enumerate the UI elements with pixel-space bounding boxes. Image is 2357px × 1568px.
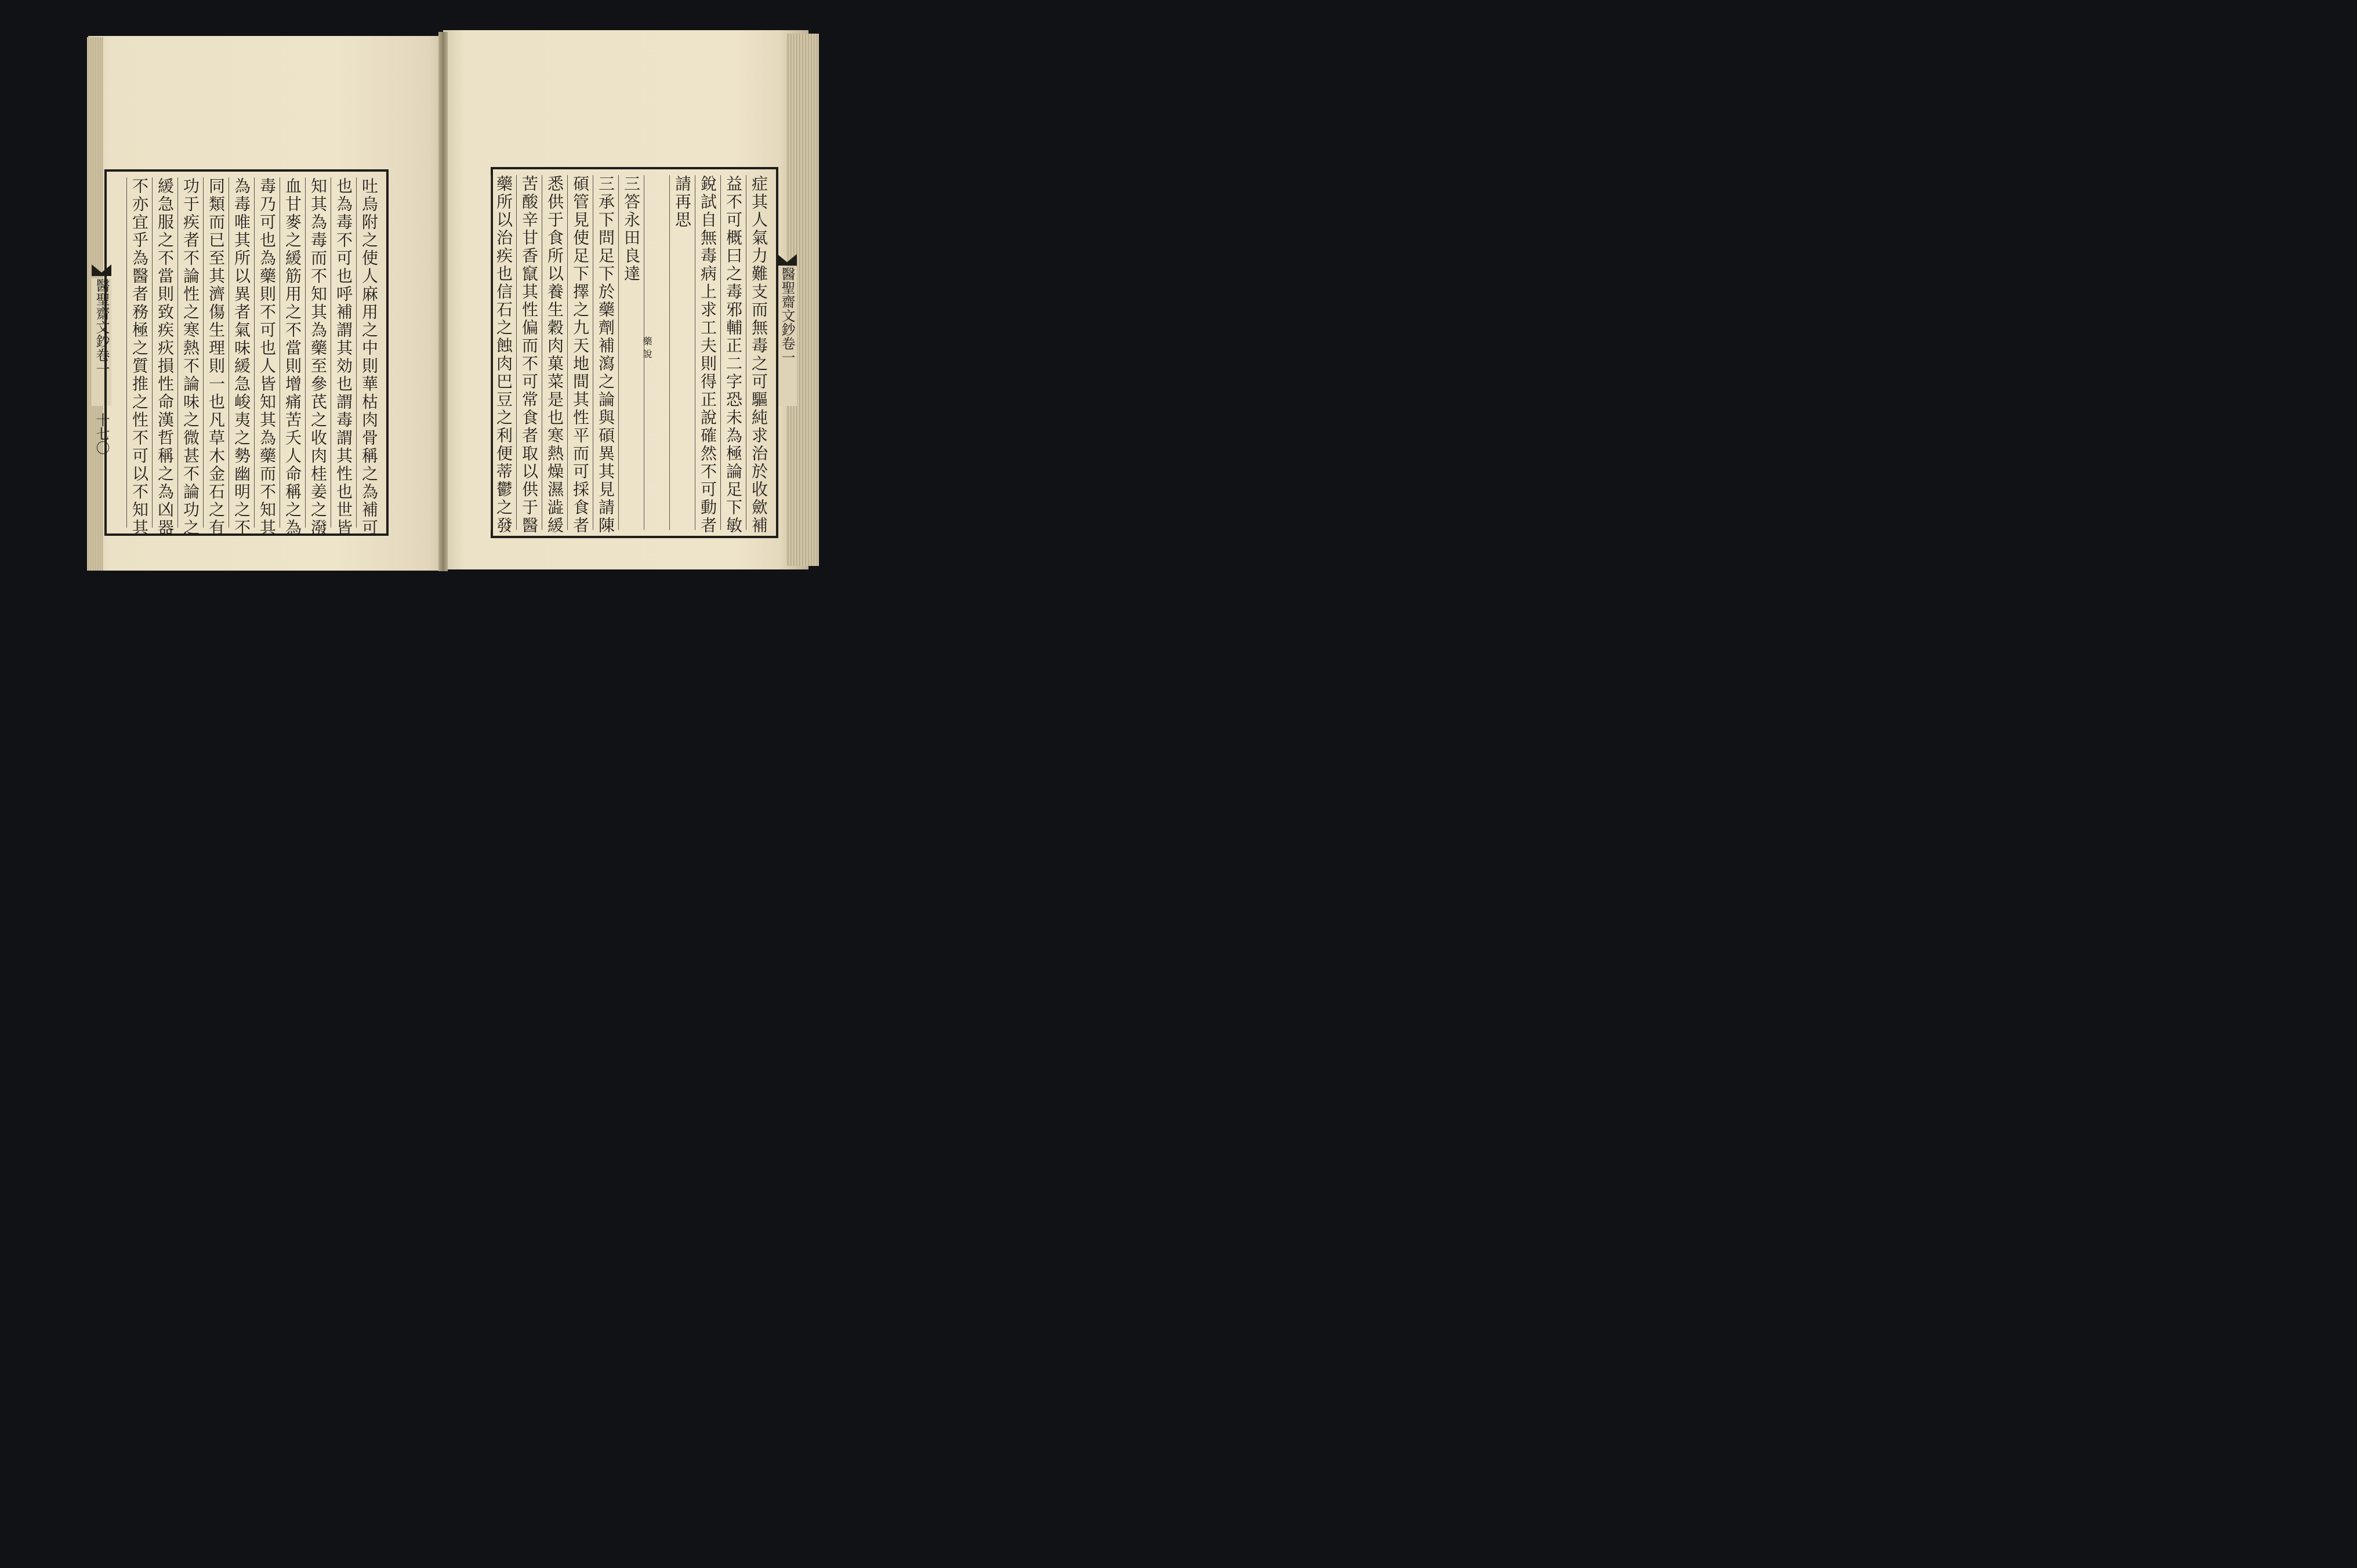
text-column: 悉供于食所以養生穀肉菓菜是也寒熱燥濕澁緩 (542, 175, 567, 530)
text-column: 症其人氣力難支而無毒之可驅純求治於收歛補 (746, 175, 771, 530)
text-column: 益不可概曰之毒邪輔正二字恐未為極論足下敏 (720, 175, 746, 530)
text-column: 藥所以治疾也信石之蝕肉巴豆之利便蒂鬱之發 (491, 175, 516, 530)
left-text-frame (104, 169, 389, 536)
book-scan (0, 0, 909, 605)
text-column: 功于疾者不論性之寒熱不論味之微甚不論功之 (177, 177, 203, 528)
left-margin-title: 醫聖齋文鈔卷一 (92, 278, 111, 406)
text-column: 不亦宜乎為醫者務極之質推之性不可以不知其 (126, 177, 152, 528)
text-column: 緩急服之不當則致疾疢損性命漢哲稱之為凶器 (152, 177, 177, 528)
text-column: 同類而已至其濟傷生理則一也凡草木金石之有 (203, 177, 229, 528)
text-column: 知其為毒而不知其為藥至參芪之收肉桂姜之潑 (305, 177, 331, 528)
text-column: 為毒唯其所以異者氣味緩急峻夷之勢幽明之不 (229, 177, 254, 528)
fish-tail-ornament (777, 254, 797, 266)
text-column: 血甘麥之緩筋用之不當則增痛苦夭人命稱之為 (280, 177, 305, 528)
text-column: 苦酸辛甘香竄其性偏而不可常食者取以供于醫 (516, 175, 542, 530)
text-column: 毒乃可也為藥則不可也人皆知其為藥而不知其 (254, 177, 280, 528)
text-column: 吐烏附之使人麻用之中則華枯肉骨稱之為補可 (356, 177, 382, 528)
right-text-frame (491, 167, 778, 538)
text-column: 也為毒不可也呼補謂其効也謂毒謂其性也世皆 (331, 177, 356, 528)
right-margin-title: 醫聖齋文鈔卷一 (777, 267, 797, 406)
text-column: 三承下問足下於藥劑補瀉之論與碩異其見請陳 (593, 175, 618, 530)
left-folio-number: 十七〇 (93, 413, 110, 455)
heading-side-note: 藥說 (641, 336, 652, 362)
book-gutter (438, 32, 448, 571)
text-column: 碩管見使足下擇之九天地間其性平而可採食者 (567, 175, 593, 530)
text-column: 請再思 (669, 175, 695, 530)
text-column: 銳試自無毒病上求工夫則得正說確然不可動者 (695, 175, 720, 530)
text-column: 三答永田良達 (618, 175, 644, 530)
